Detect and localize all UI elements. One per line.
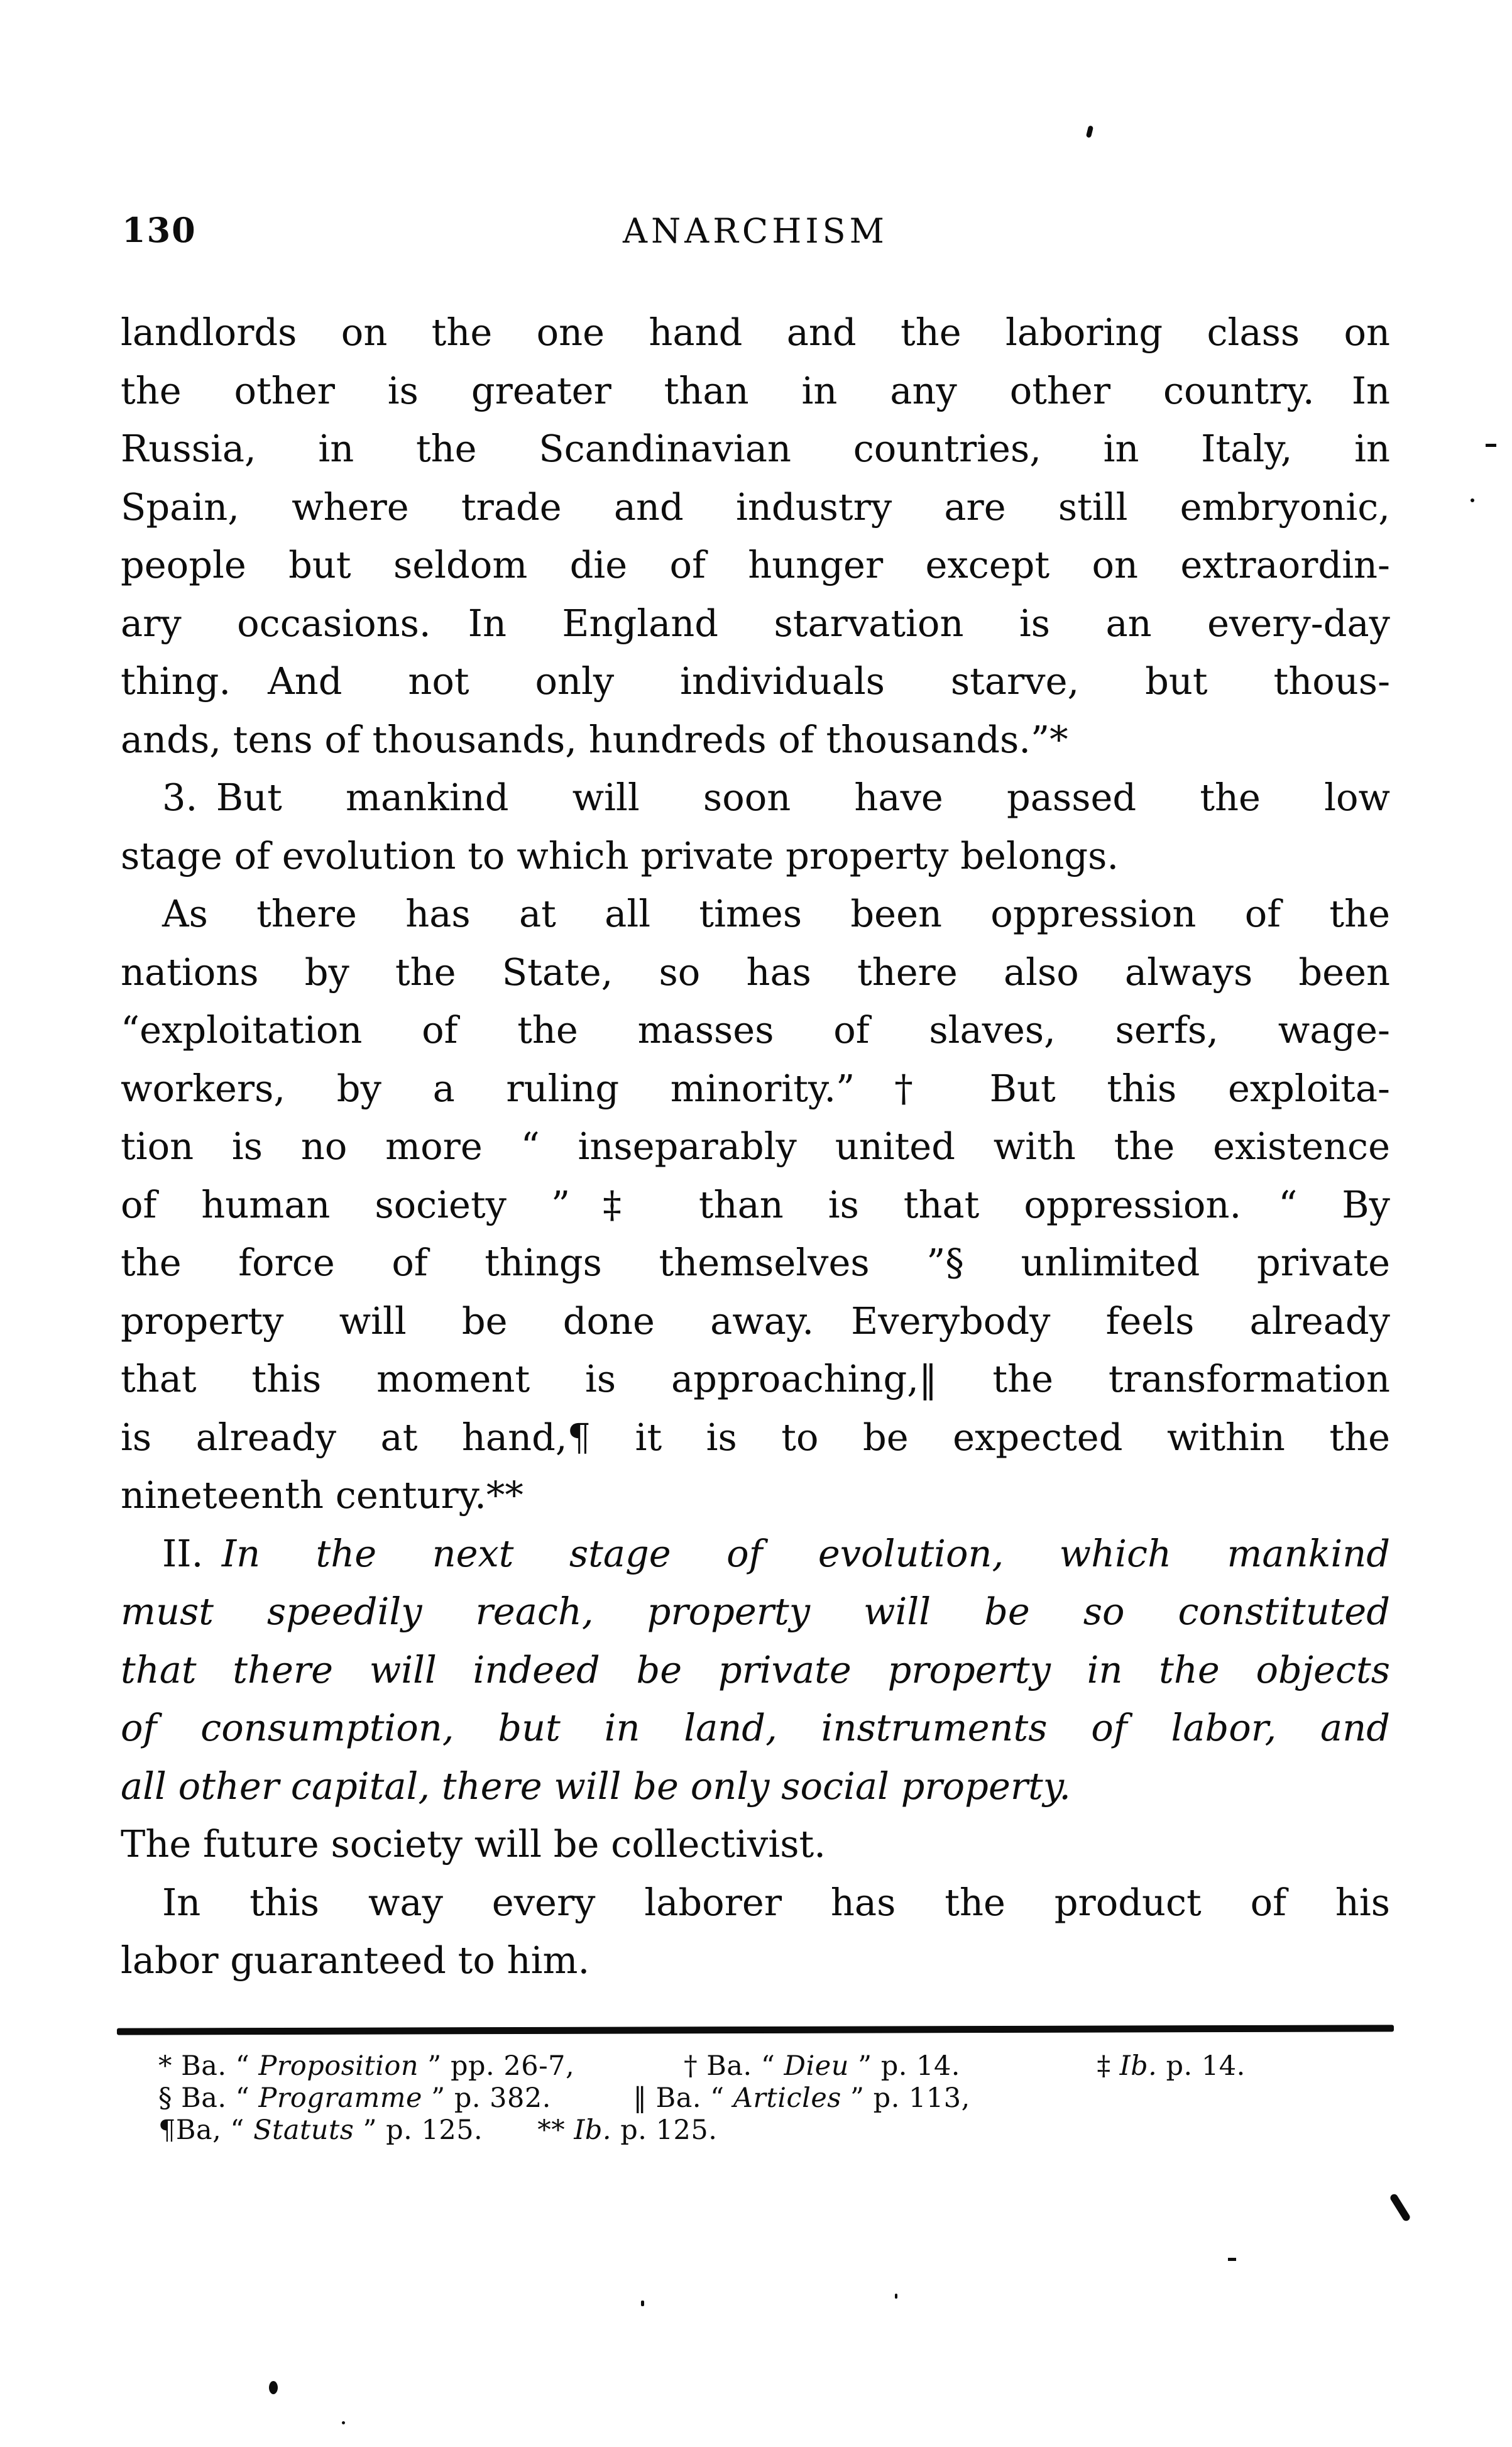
text-run: labor guaranteed to him. — [121, 1938, 590, 1982]
running-header — [121, 207, 1390, 253]
text-run: nations by the State, so has there also always been — [121, 950, 1390, 994]
text-line — [121, 1466, 1390, 1525]
footnote-line — [158, 2082, 1409, 2114]
text-line — [121, 1234, 1390, 1292]
text-run: ” p. 125. — [354, 2114, 483, 2146]
text-line — [121, 595, 1390, 653]
ink-speck — [641, 2301, 644, 2306]
ink-speck — [342, 2421, 345, 2424]
text-line — [121, 1409, 1390, 1467]
text-run: Proposition — [258, 2050, 419, 2082]
text-line — [121, 1932, 1390, 1990]
text-run: Ib. — [574, 2114, 612, 2146]
text-run: In the next stage of evolution, which mankind — [221, 1531, 1390, 1575]
footnote-line — [158, 2050, 1409, 2082]
text-run: workers, by a ruling minority.”† But this exploita- — [121, 1066, 1390, 1110]
text-line — [121, 1525, 1390, 1583]
text-line — [121, 304, 1390, 362]
text-run: landlords on the one hand and the laboring class on — [121, 311, 1390, 354]
text-run: Ib. — [1119, 2050, 1158, 2082]
paragraph — [121, 1815, 1390, 1874]
ink-speck — [895, 2294, 897, 2299]
ink-speck — [1486, 444, 1496, 447]
text-run: ¶Ba, “ — [158, 2114, 254, 2146]
paragraph — [121, 885, 1390, 1525]
text-run: of human society ”‡ than is that oppression. “ By — [121, 1182, 1390, 1226]
text-run — [960, 2050, 1097, 2082]
text-run: Russia, in the Scandinavian countries, in Italy, in — [121, 427, 1390, 470]
text-line — [121, 1350, 1390, 1409]
text-run: ands, tens of thousands, hundreds of thousands.”* — [121, 717, 1068, 761]
page-body — [121, 304, 1390, 1990]
text-run: that there will indeed be private property in the objects — [121, 1647, 1390, 1691]
text-run: † Ba. “ — [684, 2050, 784, 2082]
text-run: Dieu — [784, 2050, 849, 2082]
text-run: 3. But mankind will soon have passed the low — [162, 776, 1390, 819]
text-run: of consumption, but in land, instruments of labor, and — [121, 1706, 1390, 1749]
text-line — [121, 420, 1390, 478]
text-run: the other is greater than in any other country. In — [121, 368, 1390, 412]
ink-speck — [1471, 498, 1474, 502]
text-line — [121, 1874, 1390, 1932]
paragraph — [121, 1525, 1390, 1816]
text-line — [121, 1176, 1390, 1234]
text-line — [121, 711, 1390, 769]
text-line — [121, 1001, 1390, 1060]
text-run: ” p. 14. — [848, 2050, 960, 2082]
ink-speck — [1389, 2192, 1411, 2222]
footnotes — [158, 2050, 1409, 2147]
text-run: Programme — [258, 2082, 422, 2114]
text-line — [121, 769, 1390, 827]
text-run: In this way every laborer has the product of his — [162, 1880, 1390, 1924]
text-line — [121, 478, 1390, 537]
text-run — [574, 2050, 684, 2082]
text-run: * Ba. “ — [158, 2050, 259, 2082]
ink-speck — [269, 2381, 278, 2394]
text-run: ‖ Ba. “ — [633, 2082, 733, 2114]
paragraph — [121, 304, 1390, 769]
text-run: ” pp. 26-7, — [419, 2050, 575, 2082]
text-run: thing. And not only individuals starve, but thous- — [121, 659, 1390, 703]
text-run: all other capital, there will be only social property. — [121, 1764, 1071, 1808]
text-line — [121, 1118, 1390, 1176]
footnote-line — [158, 2114, 1409, 2147]
text-line — [121, 652, 1390, 711]
ink-speck — [1228, 2258, 1236, 2261]
text-run: the force of things themselves ”§ unlimited private — [121, 1241, 1390, 1284]
text-run: § Ba. “ — [158, 2082, 259, 2114]
text-run: that this moment is approaching,‖ the transformation — [121, 1357, 1390, 1400]
paragraph — [121, 769, 1390, 885]
text-run: people but seldom die of hunger except on extraordin- — [121, 543, 1390, 586]
text-line — [121, 1060, 1390, 1118]
text-run: ” p. 113, — [841, 2082, 970, 2114]
text-line — [121, 1757, 1390, 1816]
paragraph — [121, 1874, 1390, 1990]
text-run: Articles — [733, 2082, 841, 2114]
text-line — [121, 1699, 1390, 1757]
text-run: p. 14. — [1157, 2050, 1246, 2082]
text-line — [121, 885, 1390, 943]
footnote-rule — [117, 2025, 1394, 2035]
text-line — [121, 362, 1390, 421]
text-run — [483, 2114, 537, 2146]
text-run: property will be done away. Everybody feels already — [121, 1299, 1390, 1343]
text-run: ** — [537, 2114, 574, 2146]
text-run: Statuts — [253, 2114, 354, 2146]
text-line — [121, 1292, 1390, 1351]
page-number: 130 — [122, 210, 197, 250]
text-run: As there has at all times been oppression of the — [162, 892, 1390, 935]
text-run — [551, 2082, 633, 2114]
text-run: must speedily reach, property will be so constituted — [121, 1590, 1390, 1633]
text-line — [121, 1815, 1390, 1874]
text-run: stage of evolution to which private property belongs. — [121, 833, 1119, 877]
text-line — [121, 943, 1390, 1002]
text-run: tion is no more “ inseparably united with the existence — [121, 1125, 1390, 1168]
text-run: is already at hand,¶ it is to be expected within the — [121, 1415, 1390, 1459]
text-run: “exploitation of the masses of slaves, serfs, wage- — [121, 1008, 1390, 1052]
text-line — [121, 827, 1390, 886]
text-run: Spain, where trade and industry are still embryonic, — [121, 485, 1390, 529]
text-run: ary occasions. In England starvation is an every-day — [121, 601, 1390, 645]
text-run: II. — [162, 1531, 222, 1575]
text-line — [121, 1583, 1390, 1641]
text-run: ‡ — [1097, 2050, 1120, 2082]
text-run: nineteenth century.** — [121, 1473, 523, 1517]
text-run: ” p. 382. — [422, 2082, 551, 2114]
running-title: ANARCHISM — [623, 211, 888, 251]
text-line — [121, 536, 1390, 595]
text-run: p. 125. — [611, 2114, 718, 2146]
text-line — [121, 1641, 1390, 1700]
text-run: The future society will be collectivist. — [121, 1822, 826, 1866]
ink-speck — [1086, 125, 1093, 138]
